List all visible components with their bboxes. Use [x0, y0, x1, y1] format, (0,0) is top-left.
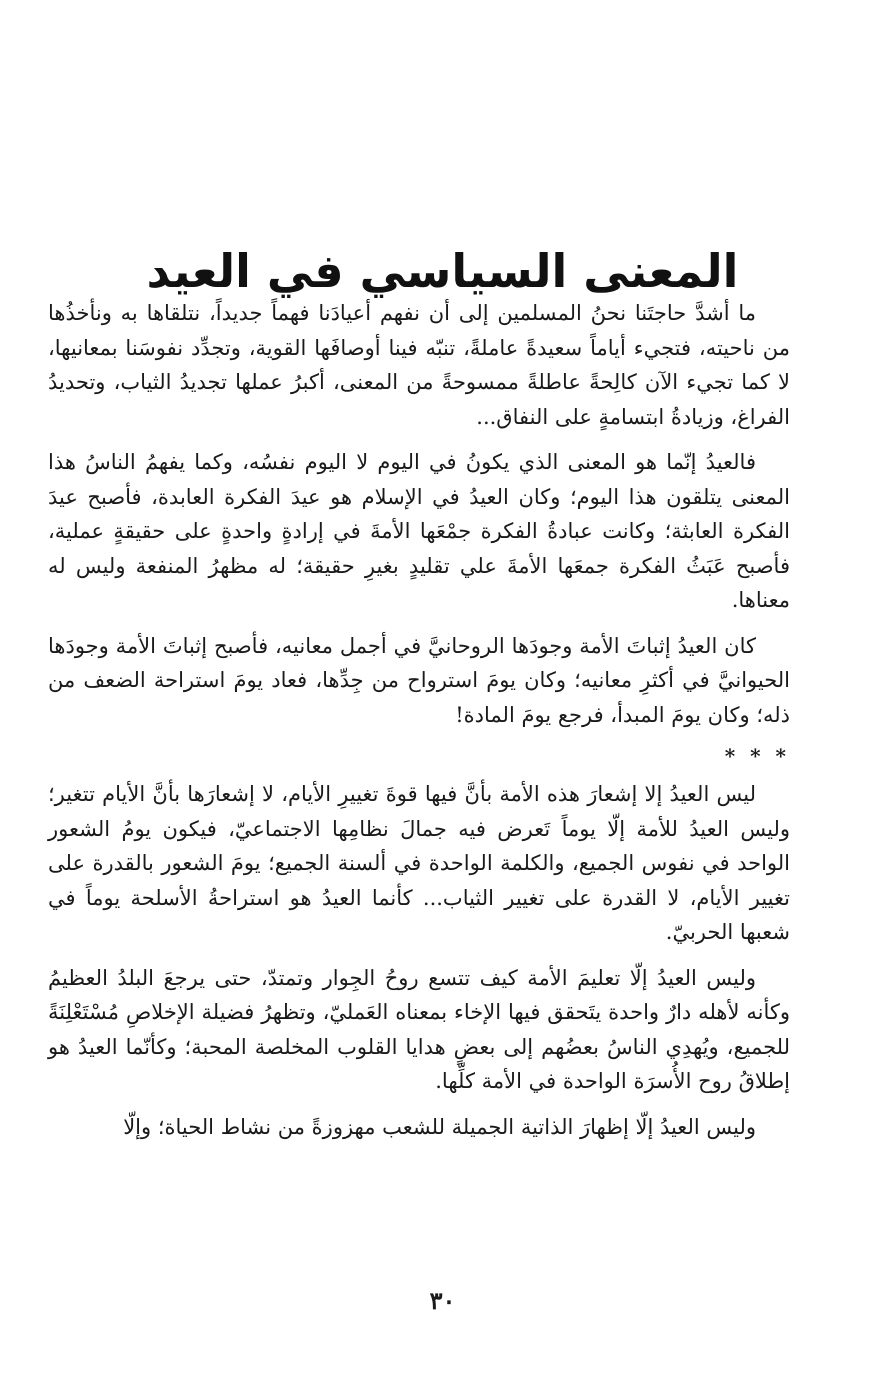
paragraph-5: وليس العيدُ إلّا تعليمَ الأمة كيف تتسع روحُ الجِوار وتمتدّ، حتى يرجعَ البلدُ العظيمُ وكأنه لأهله دارٌ واحدة يتَحقق فيها الإخاء بمعناه العَمليّ، وتظهرُ فضيلة الإخلاصِ مُسْتَعْلِنَةً للجميع، ويُهدِي الناسُ بعضُهم إلى بعضٍ هدايا القلوب المخلصة المحبة؛ وكأنّما العيدُ هو إطلاقُ روح الأُسرَة الواحدة في الأمة كلِّها. — [48, 965, 790, 1093]
paragraph-4: ليس العيدُ إلا إشعارَ هذه الأمة بأنَّ فيها قوةَ تغييرِ الأيام، لا إشعارَها بأنَّ الأيام تتغير؛ وليس العيدُ للأمة إلّا يوماً تَعرض فيه جمالَ نظامِها الاجتماعيّ، فيكون يومُ الشعور الواحد في نفوس الجميع، والكلمة الواحدة في ألسنة الجميع؛ يومَ الشعور بالقدرة على تغيير الأيام، لا القدرة على تغيير الثياب... كأنما العيدُ هو استراحةُ الأسلحة يوماً في شعبها الحربيّ. — [48, 782, 790, 944]
paragraph-3: كان العيدُ إثباتَ الأمة وجودَها الروحانيَّ في أجمل معانيه، فأصبح إثباتَ الأمة وجودَها الحيوانيَّ في أكثرِ معانيه؛ وكان يومَ استرواح من جِدِّها، فعاد يومَ استراحة الضعف من ذله؛ وكان يومَ المبدأ، فرجع يومَ المادة! — [48, 633, 790, 727]
paragraph-6: وليس العيدُ إلّا إظهارَ الذاتية الجميلة للشعب مهزوزةً من نشاط الحياة؛ وإلّا — [123, 1114, 756, 1139]
chapter-title: المعنى السياسي في العيد — [146, 243, 739, 298]
paragraph-2: فالعيدُ إنّما هو المعنى الذي يكونُ في اليوم لا اليوم نفسُه، وكما يفهمُ الناسُ هذا المعنى يتلقون هذا اليوم؛ وكان العيدُ في الإسلام هو عيدَ الفكرة العابدة، فأصبح عيدَ الفكرة العابثة؛ وكانت عبادةُ الفكرة جمْعَها الأمةَ في إرادةٍ واحدةٍ على حقيقةٍ عملية، فأصبح عَبَثُ الفكرة جمعَها الأمةَ علي تقليدٍ بغيرِ حقيقة؛ له مظهرُ المنفعة وليس له معناها. — [48, 450, 790, 612]
paragraph-1: ما أشدَّ حاجتَنا نحنُ المسلمين إلى أن نفهم أعيادَنا فهماً جديداً، نتلقاها به ونأخذُها من ناحيته، فتجيء أياماً سعيدةً عاملةً، تنبّه فينا أوصافَها القوية، وتجدِّد نفوسَنا بمعانيها، لا كما تجيء الآن كالِحةً عاطلةً ممسوحةً من المعنى، أكبرُ عملها تجديدُ الثياب، وتحديدُ الفراغ، وزيادةُ ابتسامةٍ على النفاق... — [48, 301, 790, 429]
page-number: ٣٠ — [429, 1286, 456, 1315]
body-text — [48, 296, 790, 1155]
section-separator: * * * — [724, 744, 790, 768]
